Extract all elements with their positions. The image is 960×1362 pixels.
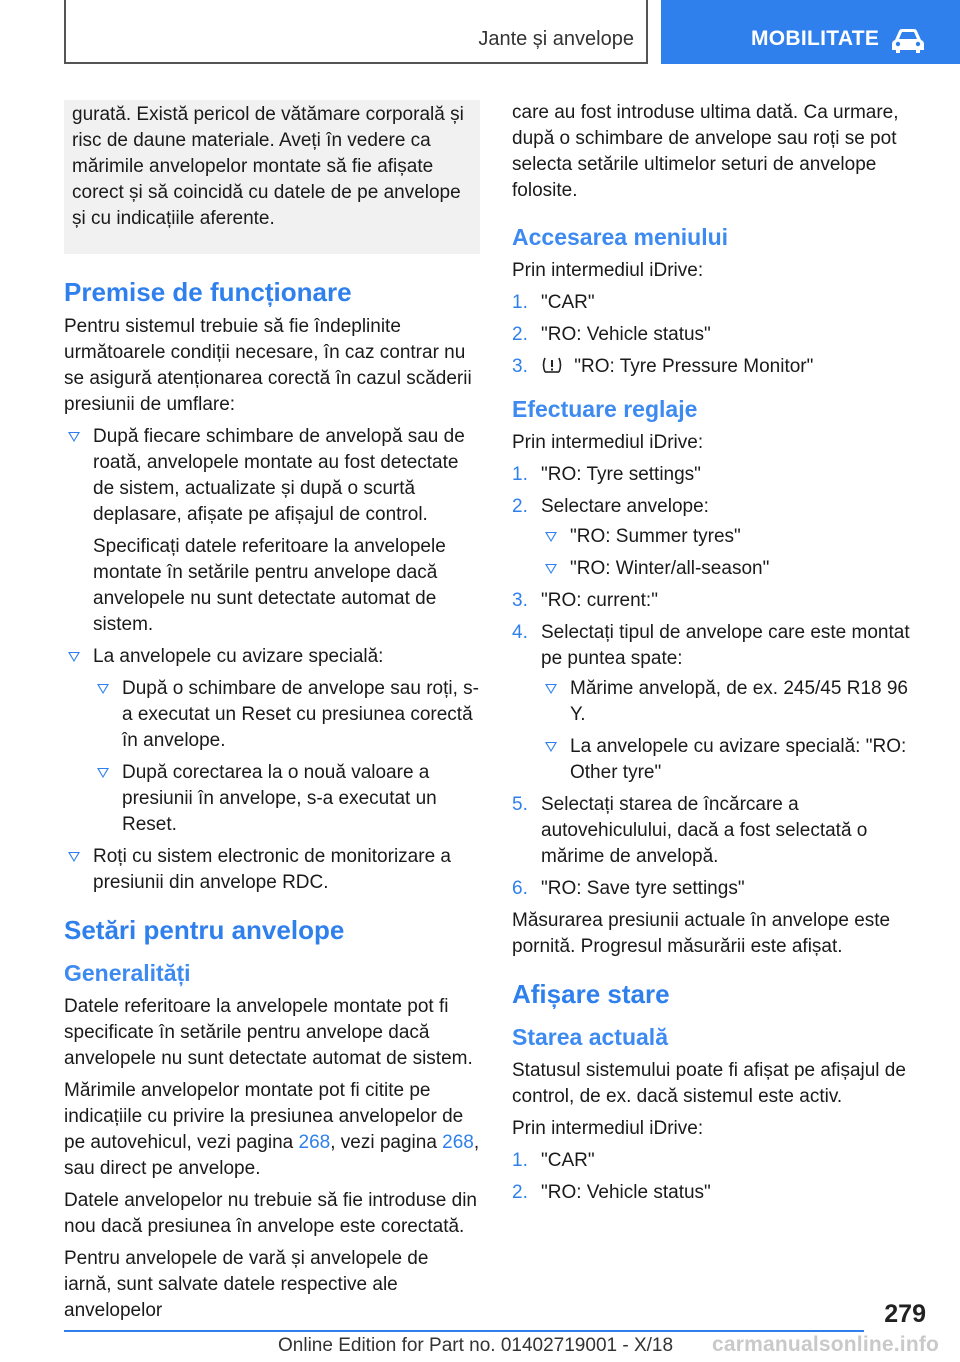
step-text: "RO: Tyre settings"	[541, 464, 701, 485]
current-steps	[512, 1148, 928, 1206]
step-text: Selectați tipul de anvelope care este montat pe puntea spate:	[541, 622, 910, 669]
step-text: "RO: current:"	[541, 590, 658, 611]
list-item	[64, 644, 480, 838]
list-item	[64, 424, 480, 638]
step-number: 1.	[512, 292, 528, 313]
step-text: "CAR"	[541, 292, 595, 313]
step-number: 2.	[512, 496, 528, 517]
list-item	[93, 760, 480, 838]
bullet-text: După fiecare schimbare de anvelopă sau de roată, anvelopele montate au fost detectate de sistem, actualizate și după o scurtă deplasare, afișate pe afișajul de control.	[93, 426, 465, 525]
list-item	[541, 524, 928, 550]
triangle-bullet-icon	[545, 532, 557, 542]
bullet-note: Specificați datele referitoare la anvelopele montate în setările pentru anvelope dacă anvelopele nu sunt detectate automat de sistem.	[93, 536, 446, 635]
step-number: 1.	[512, 1150, 528, 1171]
step-text: Selectare anvelope:	[541, 496, 709, 517]
step-text: "RO: Save tyre settings"	[541, 878, 745, 899]
continued-paragraph: care au fost introduse ultima dată. Ca urmare, după o schimbare de anvelope sau roți se pot selecta setările ultimelor seturi de anvelope folosite.	[512, 102, 899, 201]
general-heading: Generalități	[64, 960, 191, 986]
adjust-intro: Prin intermediul iDrive:	[512, 432, 704, 453]
tyre-pressure-icon	[541, 356, 563, 374]
left-column	[64, 100, 480, 1330]
list-item	[64, 844, 480, 896]
list-item	[512, 620, 928, 786]
triangle-bullet-icon	[68, 652, 80, 662]
step-number: 2.	[512, 1182, 528, 1203]
warning-box	[64, 100, 480, 254]
step-number: 3.	[512, 590, 528, 611]
step-number: 1.	[512, 464, 528, 485]
premise-list	[64, 424, 480, 896]
warning-text: gurată. Există pericol de vătămare corporală și risc de daune materiale. Aveți în vedere ca mărimile anvelopelor montate să fie afișate corect și să coincidă cu datele de pe anvelope și cu indicațiile aferente.	[72, 104, 464, 229]
general-paragraph-2	[64, 1078, 480, 1182]
triangle-bullet-icon	[545, 684, 557, 694]
page-link-268[interactable]: 268	[442, 1132, 474, 1153]
step-number: 6.	[512, 878, 528, 899]
text-run: Mărimile anvelopelor montate pot fi citite pe indicațiile cu privire la presiunea anvelopelor de pe autovehicul, vezi pagina	[64, 1080, 464, 1153]
list-item	[93, 676, 480, 754]
bullet-text: La anvelopele cu avizare specială:	[93, 646, 384, 667]
page-number: 279	[884, 1300, 926, 1328]
header-section-title: Jante și anvelope	[478, 28, 634, 50]
list-item	[541, 556, 928, 582]
triangle-bullet-icon	[545, 564, 557, 574]
header-chapter-tab[interactable]	[661, 0, 960, 64]
general-paragraph-3: Datele anvelopelor nu trebuie să fie introduse din nou dacă presiunea în anvelope este corectată.	[64, 1190, 477, 1237]
measure-paragraph: Măsurarea presiunii actuale în anvelope este pornită. Progresul măsurării este afișat.	[512, 910, 891, 957]
right-column	[512, 100, 928, 1212]
bullet-text: Mărime anvelopă, de ex. 245/45 R18 96 Y.	[570, 678, 908, 725]
list-item	[512, 588, 928, 614]
footer-divider	[64, 1330, 864, 1332]
triangle-bullet-icon	[68, 432, 80, 442]
triangle-bullet-icon	[545, 742, 557, 752]
header-chapter-label: MOBILITATE	[751, 27, 880, 50]
premise-heading: Premise de funcționare	[64, 277, 352, 307]
bullet-text: "RO: Summer tyres"	[570, 526, 741, 547]
step-number: 2.	[512, 324, 528, 345]
step-text: "RO: Vehicle status"	[541, 1182, 711, 1203]
list-item	[512, 494, 928, 582]
display-heading: Afișare stare	[512, 979, 670, 1009]
list-item	[512, 462, 928, 488]
bullet-text: Roți cu sistem electronic de monitorizare a presiunii din anvelope RDC.	[93, 846, 451, 893]
bullet-text: După corectarea la o nouă valoare a presiunii în anvelope, s-a executat un Reset.	[122, 762, 437, 835]
footer-edition: Online Edition for Part no. 01402719001 - X/18	[278, 1335, 674, 1356]
menu-intro: Prin intermediul iDrive:	[512, 260, 704, 281]
watermark: carmanualsonline.info	[712, 1333, 940, 1356]
list-item	[512, 354, 928, 380]
list-item	[512, 1148, 928, 1174]
menu-heading: Accesarea meniului	[512, 224, 729, 250]
step-text: "RO: Vehicle status"	[541, 324, 711, 345]
step-text: "CAR"	[541, 1150, 595, 1171]
general-paragraph-1: Datele referitoare la anvelopele montate pot fi specificate în setările pentru anvelope dacă anvelopele nu sunt detectate automat de sistem.	[64, 996, 473, 1069]
text-run: , vezi pagina	[330, 1132, 443, 1153]
step-number: 4.	[512, 622, 528, 643]
list-item	[512, 1180, 928, 1206]
general-paragraph-4: Pentru anvelopele de vară și anvelopele de iarnă, sunt salvate datele respective ale anvelopelor	[64, 1248, 429, 1321]
list-item	[512, 792, 928, 870]
sub-list	[541, 524, 928, 582]
bullet-text: După o schimbare de anvelope sau roți, s-a executat un Reset cu presiunea corectă în anvelope.	[122, 678, 479, 751]
triangle-bullet-icon	[97, 768, 109, 778]
step-number: 5.	[512, 794, 528, 815]
list-item	[541, 734, 928, 786]
page-link-268[interactable]: 268	[298, 1132, 331, 1153]
bullet-text: La anvelopele cu avizare specială: "RO: Other tyre"	[570, 736, 907, 783]
settings-heading: Setări pentru anvelope	[64, 915, 345, 945]
bullet-text: "RO: Winter/all-season"	[570, 558, 770, 579]
adjust-steps	[512, 462, 928, 902]
menu-steps	[512, 290, 928, 380]
step-text: "RO: Tyre Pressure Monitor"	[574, 356, 814, 377]
adjust-heading: Efectuare reglaje	[512, 396, 698, 422]
current-heading: Starea actuală	[512, 1024, 668, 1050]
triangle-bullet-icon	[97, 684, 109, 694]
step-text: Selectați starea de încărcare a autovehiculului, dacă a fost selectată o mărime de anvelopă.	[541, 794, 868, 867]
sub-list	[93, 676, 480, 838]
sub-list	[541, 676, 928, 786]
header-section-box	[64, 0, 648, 64]
step-number: 3.	[512, 356, 528, 377]
car-icon	[889, 26, 927, 54]
list-item	[541, 676, 928, 728]
text-run: , sau direct pe anvelope.	[64, 1132, 480, 1179]
list-item	[512, 290, 928, 316]
list-item	[512, 322, 928, 348]
list-item	[512, 876, 928, 902]
triangle-bullet-icon	[68, 852, 80, 862]
premise-intro: Pentru sistemul trebuie să fie îndeplinite următoarele condiții necesare, în caz contrar nu se asigură atenționarea corectă în cazul scăderii presiunii de umflare:	[64, 316, 472, 415]
current-intro: Prin intermediul iDrive:	[512, 1118, 704, 1139]
current-paragraph: Statusul sistemului poate fi afișat pe afișajul de control, de ex. dacă sistemul este activ.	[512, 1060, 906, 1107]
